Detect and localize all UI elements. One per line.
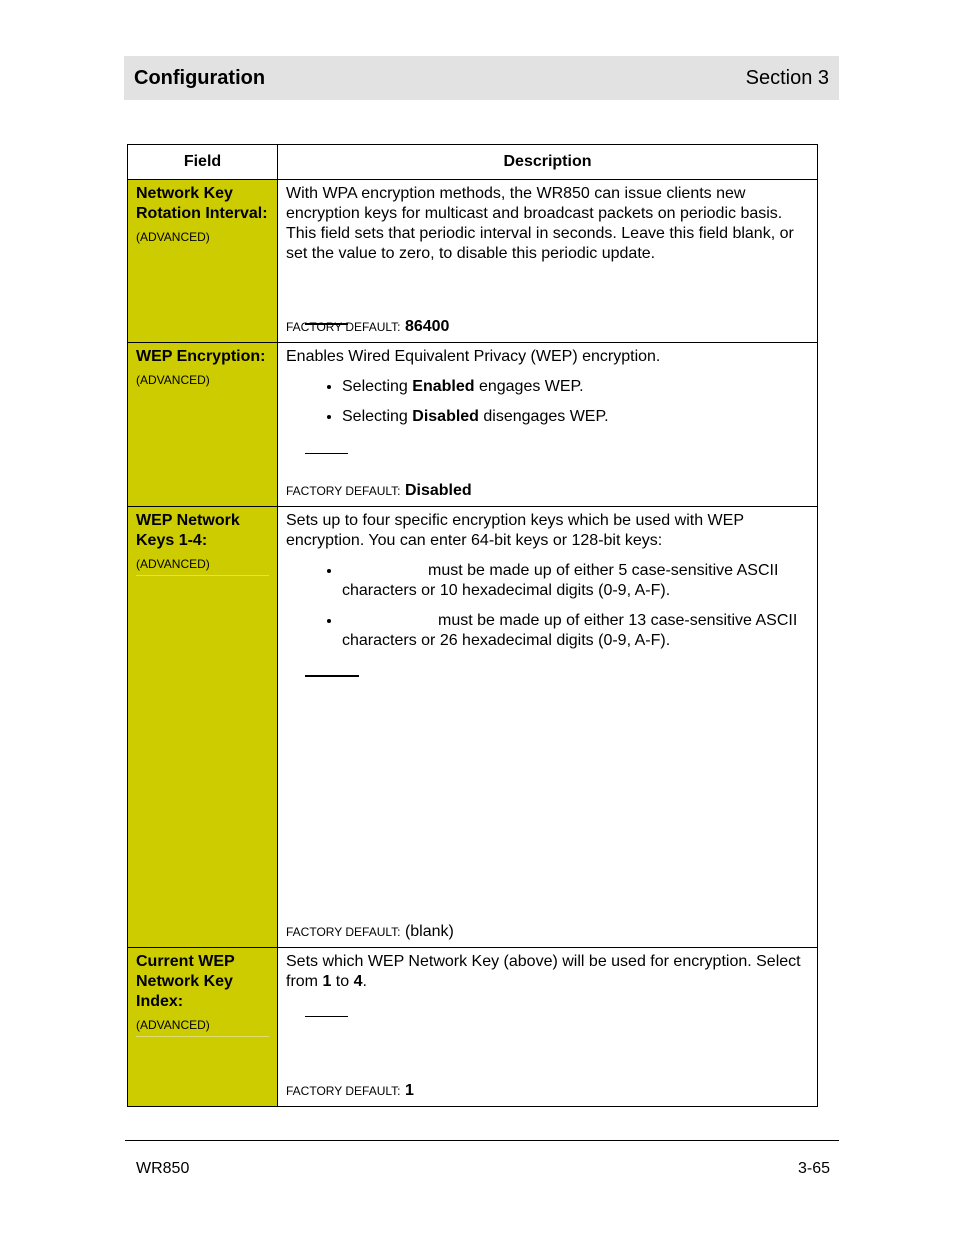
table-row bbox=[128, 507, 818, 948]
advanced-tag: (ADVANCED) bbox=[136, 373, 210, 387]
field-name: WEP Encryption: bbox=[136, 348, 266, 365]
list-item: • Selecting Enabled engages WEP. bbox=[342, 377, 809, 397]
table-row bbox=[128, 948, 818, 1107]
page-header bbox=[124, 56, 839, 100]
bullet-list bbox=[286, 377, 809, 427]
page-number: 3-65 bbox=[797, 1160, 830, 1177]
field-block bbox=[136, 952, 269, 1037]
field-name: Current WEP Network Key Index: bbox=[136, 953, 235, 1010]
field-cell bbox=[128, 507, 278, 948]
list-item: • Selecting Disabled disengages WEP. bbox=[342, 407, 809, 427]
table-row bbox=[128, 343, 818, 507]
factory-default bbox=[286, 482, 472, 500]
description-cell bbox=[278, 948, 818, 1107]
field-cell bbox=[128, 180, 278, 343]
factory-default-value: Disabled bbox=[404, 482, 472, 499]
note-rule bbox=[305, 453, 348, 454]
product-name: WR850 bbox=[136, 1160, 190, 1177]
factory-default bbox=[286, 318, 449, 336]
description-text: Sets which WEP Network Key (above) will be used for encryption. Select from 1 to 4. bbox=[286, 953, 801, 990]
factory-default-value: (blank) bbox=[404, 923, 454, 940]
factory-default-value: 86400 bbox=[404, 318, 450, 335]
factory-default bbox=[286, 923, 454, 941]
factory-default-label: FACTORY DEFAULT: bbox=[286, 320, 401, 334]
field-name: WEP Network Keys 1-4: bbox=[136, 512, 240, 549]
field-block bbox=[136, 511, 269, 576]
factory-default-label: FACTORY DEFAULT: bbox=[286, 1084, 401, 1098]
factory-default-label: FACTORY DEFAULT: bbox=[286, 484, 401, 498]
note-rule bbox=[305, 675, 359, 677]
bullet-list bbox=[286, 561, 809, 651]
footer-rule bbox=[125, 1140, 839, 1141]
note-rule bbox=[305, 1016, 348, 1017]
description-cell bbox=[278, 180, 818, 343]
field-name: Network Key Rotation Interval: bbox=[136, 185, 268, 222]
advanced-tag: (ADVANCED) bbox=[136, 1018, 210, 1032]
table-row bbox=[128, 180, 818, 343]
factory-default-value: 1 bbox=[404, 1082, 414, 1099]
factory-default-label: FACTORY DEFAULT: bbox=[286, 925, 401, 939]
field-cell bbox=[128, 343, 278, 507]
field-cell bbox=[128, 948, 278, 1107]
description-cell bbox=[278, 343, 818, 507]
column-header-field: Field bbox=[128, 145, 278, 180]
table-header-row bbox=[128, 145, 818, 180]
list-item: • must be made up of either 13 case-sensitive ASCII characters or 26 hexadecimal digits (0-9, A-F). bbox=[342, 611, 809, 651]
advanced-tag: (ADVANCED) bbox=[136, 557, 210, 571]
column-header-description: Description bbox=[278, 145, 818, 180]
advanced-tag: (ADVANCED) bbox=[136, 230, 210, 244]
factory-default bbox=[286, 1082, 414, 1100]
description-text: Enables Wired Equivalent Privacy (WEP) encryption. bbox=[286, 348, 661, 365]
section-label: Section 3 bbox=[745, 66, 829, 89]
chapter-title: Configuration bbox=[134, 66, 266, 89]
description-text: Sets up to four specific encryption keys which be used with WEP encryption. You can enter 64-bit keys or 128-bit keys: bbox=[286, 512, 744, 549]
description-text: With WPA encryption methods, the WR850 can issue clients new encryption keys for multicast and broadcast packets on periodic basis. This field sets that periodic interval in seconds. Leave this field blank, or set the value to zero, to disable this periodic update. bbox=[286, 185, 794, 262]
list-item: • must be made up of either 5 case-sensitive ASCII characters or 10 hexadecimal digits (0-9, A-F). bbox=[342, 561, 809, 601]
description-cell bbox=[278, 507, 818, 948]
field-description-table bbox=[127, 144, 818, 1107]
